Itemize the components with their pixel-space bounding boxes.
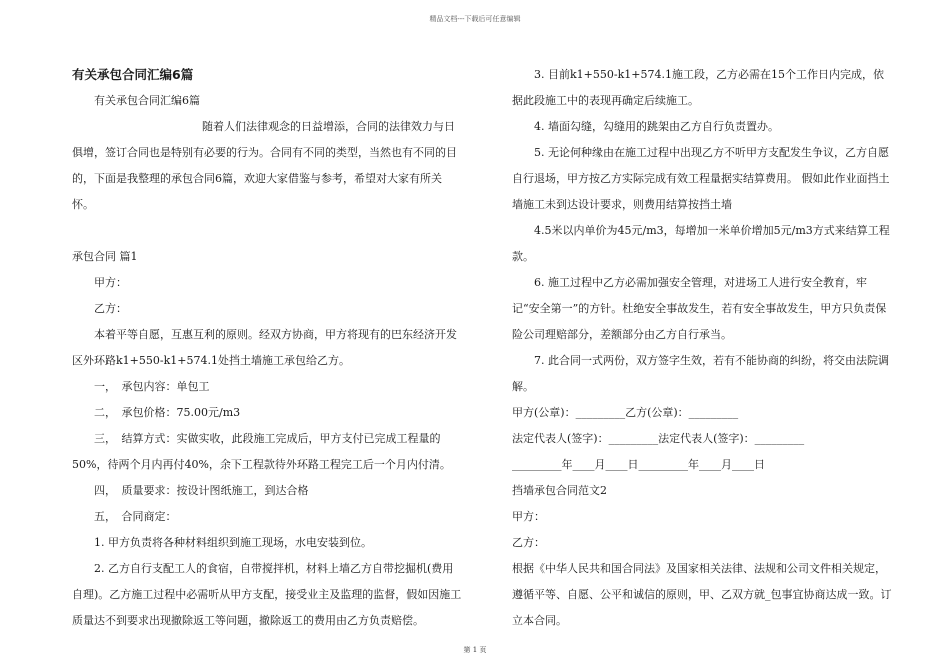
clause-item-1: 一， 承包内容：单包工 — [94, 380, 210, 393]
clause-paragraph: 本着平等自愿，互惠互利的原则。经双方协商，甲方将现有的巴东经济开发区外环路k1+550-k1+574.1处挡土墙施工承包给乙方。 — [72, 328, 457, 367]
document-subtitle: 有关承包合同汇编6篇 — [94, 94, 200, 107]
contract-preamble: 根据《中华人民共和国合同法》及国家相关法律、法规和公司文件相关规定，遵循平等、自愿、公平和诚信的原则，甲、乙双方就_包事宜协商达成一致。订立本合同。 — [512, 562, 892, 627]
page-number: 第 1 页 — [463, 646, 487, 654]
signature-line-representative: 法定代表人(签字)：_________法定代表人(签字)：_________ — [512, 432, 805, 445]
numbered-item-5: 5. 无论何种缘由在施工过程中出现乙方不听甲方支配发生争议，乙方自愿自行退场，甲方按乙方实际完成有效工程量据实结算费用。 假如此作业面挡土墙施工未到达设计要求，则费用结算按挡土墙 — [512, 146, 890, 211]
party-a-label-2: 甲方： — [512, 510, 545, 523]
numbered-item-6: 6. 施工过程中乙方必需加强安全管理，对进场工人进行安全教育，牢记“安全第一”的方针。杜绝安全事故发生，若有安全事故发生，甲方只负责保险公司理赔部分，差额部分由乙方自行承当。 — [512, 276, 887, 341]
page-header: 精品文档---下载后可任意编辑 — [429, 15, 521, 23]
numbered-item-3: 3. 目前k1+550-k1+574.1施工段，乙方必需在15个工作日内完成，依据此段施工中的表现再确定后续施工。 — [512, 68, 884, 107]
spacer — [72, 218, 462, 244]
numbered-item-7: 7. 此合同一式两份，双方签字生效，若有不能协商的纠纷，将交由法院调解。 — [512, 354, 889, 393]
section-heading-1: 承包合同 篇1 — [72, 250, 138, 263]
party-b-label: 乙方： — [94, 302, 127, 315]
clause-item-5: 五， 合同商定： — [94, 510, 177, 523]
left-column — [72, 62, 462, 634]
numbered-item-2: 2. 乙方自行支配工人的食宿，自带搅拌机，材料上墙乙方自带挖掘机(费用自理)。乙方施工过程中必需听从甲方支配，接受业主及监理的监督，假如因施工质量达不到要求出现撤除返工等问题，撤除返工的费用由乙方负责赔偿。 — [72, 562, 462, 627]
numbered-item-1: 1. 甲方负责将各种材料组织到施工现场，水电安装到位。 — [94, 536, 372, 549]
section-heading-2: 挡墙承包合同范文2 — [512, 484, 607, 497]
right-column — [512, 62, 892, 634]
numbered-item-5-continued: 4.5米以内单价为45元/m3，每增加一米单价增加5元/m3方式来结算工程款。 — [512, 224, 890, 263]
party-a-label: 甲方： — [94, 276, 127, 289]
clause-item-4: 四， 质量要求：按设计图纸施工，到达合格 — [94, 484, 309, 497]
signature-line-date: _________年____月____日_________年____月____日 — [512, 458, 765, 471]
party-b-label-2: 乙方： — [512, 536, 545, 549]
signature-line-seal: 甲方(公章)：_________乙方(公章)：_________ — [512, 406, 739, 419]
intro-paragraph: 随着人们法律观念的日益增添，合同的法律效力与日俱增，签订合同也是特别有必要的行为。合同有不同的类型，当然也有不同的目的，下面是我整理的承包合同6篇，欢迎大家借鉴与参考，希望对大家有所关怀。 — [72, 120, 457, 211]
clause-item-2: 二， 承包价格：75.00元/m3 — [94, 406, 241, 419]
document-title: 有关承包合同汇编6篇 — [72, 67, 194, 82]
clause-item-3: 三， 结算方式：实做实收，此段施工完成后，甲方支付已完成工程量的50%，待两个月内再付40%，余下工程款待外环路工程完工后一个月内付清。 — [72, 432, 451, 471]
numbered-item-4: 4. 墙面勾缝，勾缝用的跳架由乙方自行负责置办。 — [534, 120, 779, 133]
